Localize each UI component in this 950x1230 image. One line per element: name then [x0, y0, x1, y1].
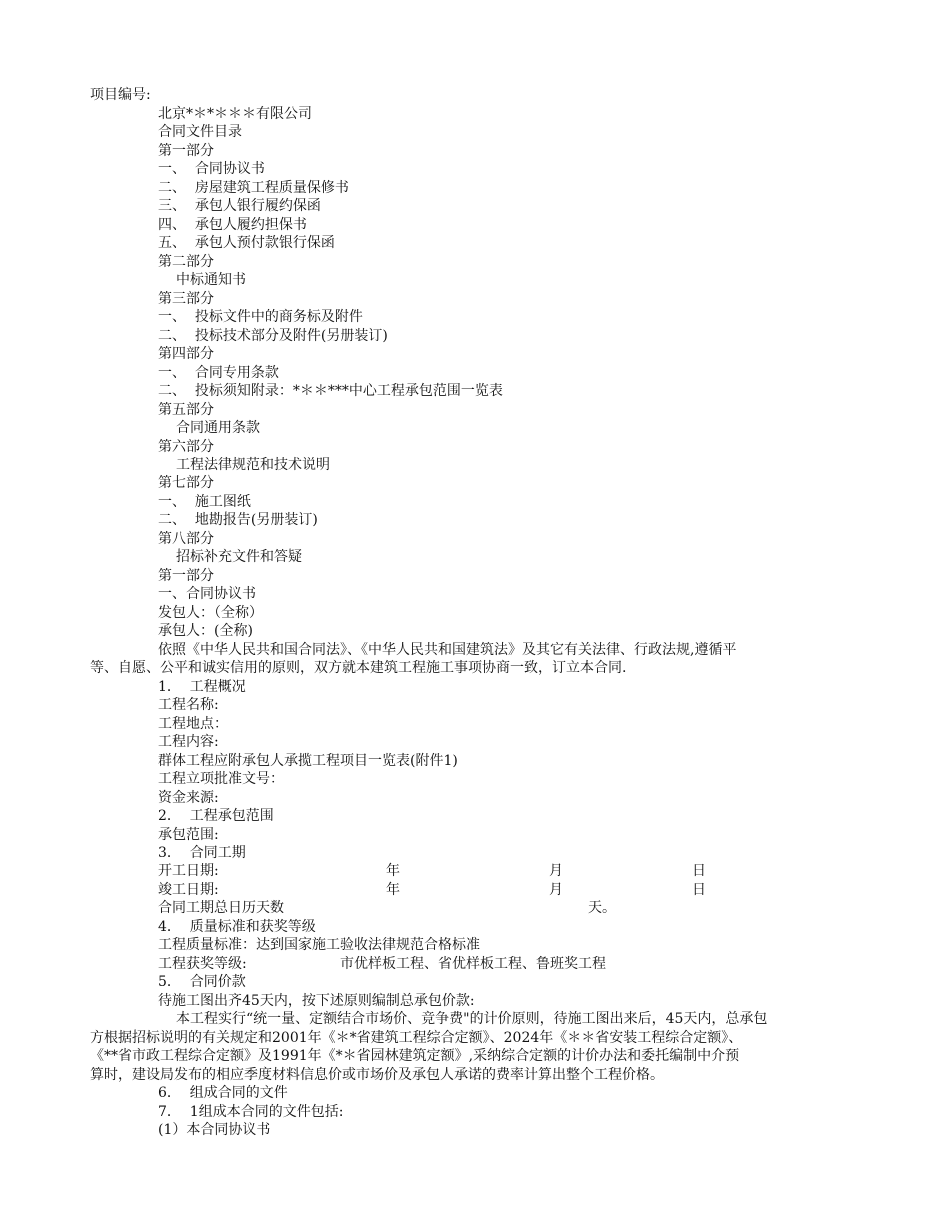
toc-item: 一、 合同专用条款 [158, 365, 279, 381]
toc-part-heading: 第五部分 [158, 402, 214, 418]
section-title: 2． 工程承包范围 [158, 808, 274, 824]
days-unit: 天。 [588, 900, 616, 916]
date-day-label: 日 [692, 863, 706, 879]
agreement-title: 一、合同协议书 [158, 586, 256, 602]
company-name: 北京*＊*＊＊＊有限公司 [158, 106, 312, 122]
pricing-paragraph-line: 《**省市政工程综合定额》及1991年《*＊省园林建筑定额》,采纳综合定额的计价办法和委托编制中介预 [90, 1048, 740, 1064]
date-month-label: 月 [549, 882, 563, 898]
section-title: 3． 合同工期 [158, 845, 246, 861]
field-project-location: 工程地点： [158, 716, 228, 732]
date-year-label: 年 [386, 882, 400, 898]
field-scope: 承包范围: [158, 827, 219, 843]
preamble-line: 依照《中华人民共和国合同法》、《中华人民共和国建筑法》及其它有关法律、行政法规,遵循平 [158, 642, 737, 658]
award-value: 市优样板工程、省优样板工程、鲁班奖工程 [340, 956, 606, 972]
toc-item: 二、 投标技术部分及附件(另册装订) [158, 328, 388, 344]
pricing-paragraph-line: 算时，建设局发布的相应季度材料信息价或市场价及承包人承诺的费率计算出整个工程价格。 [90, 1067, 664, 1083]
award-label: 工程获奖等级: [158, 956, 247, 972]
price-line: 待施工图出齐45天内，按下述原则编制总承包价款: [158, 993, 475, 1009]
toc-part-heading: 第四部分 [158, 346, 214, 362]
toc-item: 二、 房屋建筑工程质量保修书 [158, 180, 349, 196]
field-start-date: 开工日期: [158, 863, 219, 879]
toc-item: 三、 承包人银行履约保函 [158, 198, 321, 214]
section-title: 4． 质量标准和获奖等级 [158, 919, 316, 935]
toc-item: 一、 施工图纸 [158, 494, 251, 510]
toc-title: 合同文件目录 [158, 124, 242, 140]
toc-item: 工程法律规范和技术说明 [176, 457, 330, 473]
pricing-paragraph-line: 方根据招标说明的有关规定和2001年《＊*省建筑工程综合定额》、2024年《＊＊省安装工程综合定额》、 [90, 1030, 743, 1046]
project-number-label: 项目编号: [90, 87, 151, 103]
group-project-line: 群体工程应附承包人承揽工程项目一览表(附件1) [158, 753, 458, 769]
section-title: 5． 合同价款 [158, 974, 246, 990]
toc-item: 五、 承包人预付款银行保函 [158, 235, 335, 251]
pricing-paragraph-line: 本工程实行“统一量、定额结合市场价、竞争费"的计价原则，待施工图出来后，45天内，总承包 [176, 1011, 768, 1027]
toc-part-heading: 第三部分 [158, 291, 214, 307]
toc-part-heading: 第一部分 [158, 143, 214, 159]
toc-item: 中标通知书 [176, 272, 246, 288]
toc-item: 一、 投标文件中的商务标及附件 [158, 309, 363, 325]
toc-part-heading: 第八部分 [158, 531, 214, 547]
date-year-label: 年 [386, 863, 400, 879]
quality-standard-line: 工程质量标准：达到国家施工验收法律规范合格标准 [158, 937, 480, 953]
field-total-days: 合同工期总日历天数 [158, 900, 284, 916]
field-project-content: 工程内容: [158, 734, 219, 750]
document-list-item: (1）本合同协议书 [158, 1122, 271, 1138]
field-fund-source: 资金来源: [158, 790, 219, 806]
section-title: 1． 工程概况 [158, 679, 246, 695]
toc-item: 合同通用条款 [176, 420, 260, 436]
section-title: 7． 1组成本合同的文件包括: [158, 1104, 344, 1120]
toc-item: 二、 地勘报告(另册装订) [158, 512, 318, 528]
preamble-line: 等、自愿、公平和诚实信用的原则，双方就本建筑工程施工事项协商一致，订立本合同. [90, 660, 627, 676]
toc-item: 二、 投标须知附录：*＊＊***中心工程承包范围一览表 [158, 383, 503, 399]
section-title: 6． 组成合同的文件 [158, 1085, 288, 1101]
part-heading: 第一部分 [158, 568, 214, 584]
toc-part-heading: 第二部分 [158, 254, 214, 270]
contractor-line: 承包人：(全称) [158, 623, 253, 639]
toc-item: 一、 合同协议书 [158, 161, 265, 177]
toc-part-heading: 第七部分 [158, 475, 214, 491]
date-month-label: 月 [549, 863, 563, 879]
date-day-label: 日 [692, 882, 706, 898]
toc-item: 四、 承包人履约担保书 [158, 217, 307, 233]
toc-item: 招标补充文件和答疑 [176, 549, 302, 565]
field-project-name: 工程名称: [158, 697, 219, 713]
employer-line: 发包人：（全称） [158, 605, 263, 621]
toc-part-heading: 第六部分 [158, 439, 214, 455]
field-approval-no: 工程立项批准文号： [158, 771, 284, 787]
field-end-date: 竣工日期: [158, 882, 219, 898]
